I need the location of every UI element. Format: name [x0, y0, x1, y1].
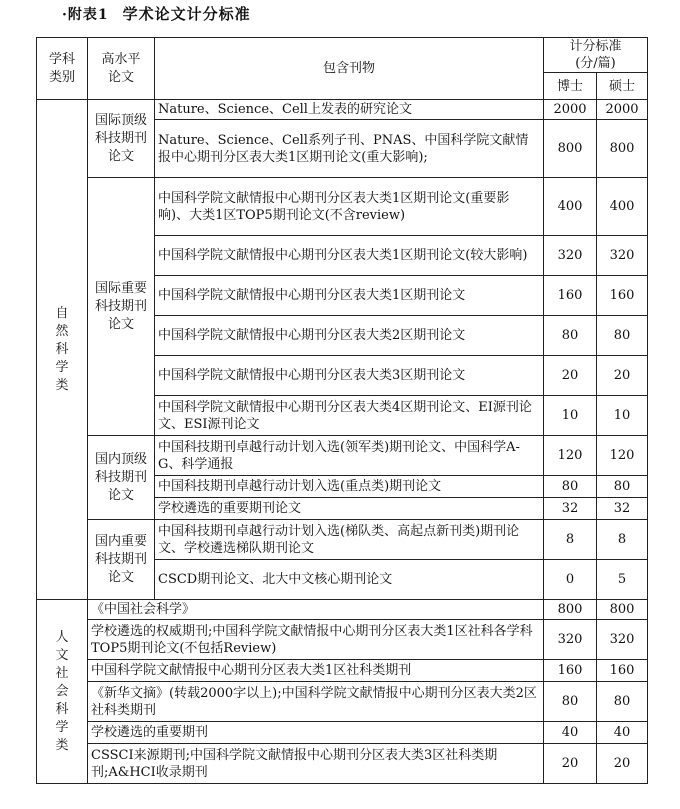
journal-cell: 《新华文摘》(转载2000字以上);中国科学院文献情报中心期刊分区表大类2区社科类期刊 [88, 682, 544, 722]
phd-score: 800 [544, 600, 597, 620]
journal-cell: Nature、Science、Cell系列子刊、PNAS、中国科学院文献情报中心期刊分区表大类1区期刊论文(重大影响); [155, 120, 544, 178]
master-score: 10 [597, 396, 648, 436]
table-row [37, 600, 648, 620]
phd-score: 120 [544, 436, 597, 476]
header-journals: 包含刊物 [155, 38, 544, 100]
master-score: 8 [597, 520, 648, 560]
master-score: 320 [597, 236, 648, 276]
table-row [37, 520, 648, 560]
journal-cell: 中国科技期刊卓越行动计划入选(领军类)期刊论文、中国科学A-G、科学通报 [155, 436, 544, 476]
master-score: 80 [597, 316, 648, 356]
journal-cell: 学校遴选的重要期刊 [88, 722, 544, 744]
phd-score: 400 [544, 178, 597, 236]
header-phd: 博士 [544, 73, 597, 100]
journal-cell: 中国科学院文献情报中心期刊分区表大类1区期刊论文(较大影响) [155, 236, 544, 276]
journal-cell: Nature、Science、Cell上发表的研究论文 [155, 100, 544, 120]
master-score: 20 [597, 744, 648, 784]
phd-score: 320 [544, 620, 597, 660]
header-score: 计分标准(分/篇) [544, 38, 648, 73]
group-label: 国际重要科技期刊论文 [88, 178, 155, 436]
master-score: 800 [597, 120, 648, 178]
master-score: 800 [597, 600, 648, 620]
journal-cell: 中国科学院文献情报中心期刊分区表大类3区期刊论文 [155, 356, 544, 396]
journal-cell: 中国科技期刊卓越行动计划入选(重点类)期刊论文 [155, 476, 544, 498]
journal-cell: CSSCI来源期刊;中国科学院文献情报中心期刊分区表大类3区社科类期刊;A&HCI收录期刊 [88, 744, 544, 784]
table-row [37, 660, 648, 682]
journal-cell: 中国科学院文献情报中心期刊分区表大类4区期刊论文、EI源刊论文、ESI源刊论文 [155, 396, 544, 436]
header-category: 学科类别 [37, 38, 88, 100]
master-score: 160 [597, 660, 648, 682]
phd-score: 2000 [544, 100, 597, 120]
table-row [37, 178, 648, 236]
master-score: 160 [597, 276, 648, 316]
phd-score: 80 [544, 316, 597, 356]
phd-score: 80 [544, 476, 597, 498]
table-row [37, 682, 648, 722]
phd-score: 40 [544, 722, 597, 744]
master-score: 120 [597, 436, 648, 476]
journal-cell: CSCD期刊论文、北大中文核心期刊论文 [155, 560, 544, 600]
journal-cell: 中国科学院文献情报中心期刊分区表大类1区期刊论文(重要影响)、大类1区TOP5期刊论文(不含review) [155, 178, 544, 236]
group-label: 国际顶级科技期刊论文 [88, 100, 155, 178]
title-text: 学术论文计分标准 [122, 5, 251, 23]
journal-cell: 《中国社会科学》 [88, 600, 544, 620]
journal-cell: 中国科学院文献情报中心期刊分区表大类1区社科类期刊 [88, 660, 544, 682]
master-score: 320 [597, 620, 648, 660]
phd-score: 32 [544, 498, 597, 520]
table-row [37, 620, 648, 660]
master-score: 20 [597, 356, 648, 396]
table-row [37, 436, 648, 476]
journal-cell: 学校遴选的权威期刊;中国科学院文献情报中心期刊分区表大类1区社科各学科TOP5期刊论文(不包括Review) [88, 620, 544, 660]
master-score: 80 [597, 476, 648, 498]
table-row [37, 744, 648, 784]
journal-cell: 中国科技期刊卓越行动计划入选(梯队类、高起点新刊类)期刊论文、学校遴选梯队期刊论文 [155, 520, 544, 560]
master-score: 80 [597, 682, 648, 722]
phd-score: 20 [544, 356, 597, 396]
table-header-row [37, 38, 648, 73]
category-humanities: 人文社会科学类 [37, 600, 88, 784]
header-level: 高水平论文 [88, 38, 155, 100]
header-master: 硕士 [597, 73, 648, 100]
master-score: 400 [597, 178, 648, 236]
group-label: 国内顶级科技期刊论文 [88, 436, 155, 520]
phd-score: 80 [544, 682, 597, 722]
phd-score: 8 [544, 520, 597, 560]
page-title [62, 3, 251, 24]
category-natural: 自然科学类 [37, 100, 88, 600]
phd-score: 160 [544, 276, 597, 316]
journal-cell: 学校遴选的重要期刊论文 [155, 498, 544, 520]
phd-score: 160 [544, 660, 597, 682]
master-score: 5 [597, 560, 648, 600]
phd-score: 800 [544, 120, 597, 178]
table-row [37, 100, 648, 120]
journal-cell: 中国科学院文献情报中心期刊分区表大类1区期刊论文 [155, 276, 544, 316]
phd-score: 10 [544, 396, 597, 436]
table-row [37, 722, 648, 744]
journal-cell: 中国科学院文献情报中心期刊分区表大类2区期刊论文 [155, 316, 544, 356]
phd-score: 20 [544, 744, 597, 784]
title-prefix: ·附表1 [62, 7, 109, 23]
master-score: 32 [597, 498, 648, 520]
score-table [36, 37, 648, 784]
phd-score: 320 [544, 236, 597, 276]
phd-score: 0 [544, 560, 597, 600]
group-label: 国内重要科技期刊论文 [88, 520, 155, 600]
master-score: 40 [597, 722, 648, 744]
master-score: 2000 [597, 100, 648, 120]
